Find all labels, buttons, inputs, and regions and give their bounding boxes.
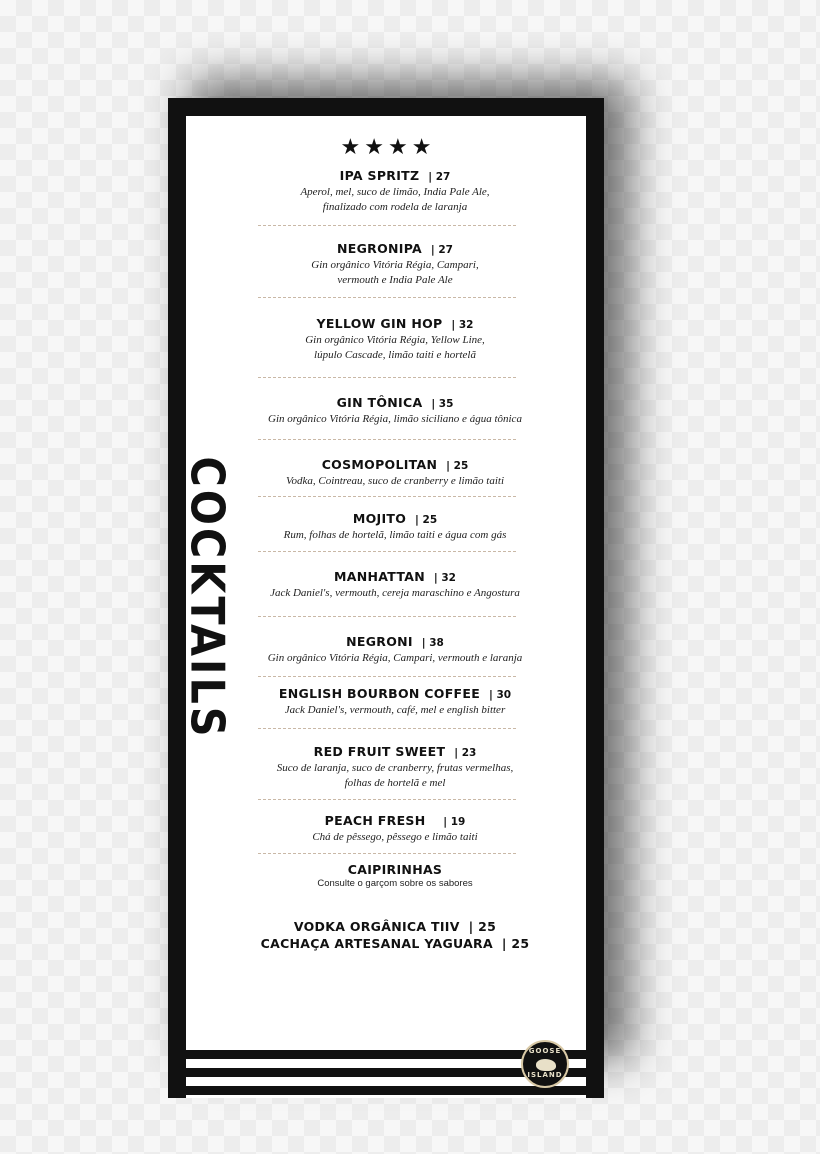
item-name: RED FRUIT SWEET	[313, 744, 446, 759]
caipirinhas-section	[240, 862, 550, 891]
item-desc: vermouth e India Pale Ale	[337, 274, 453, 286]
item-price: | 23	[454, 747, 477, 759]
divider	[258, 439, 516, 440]
divider	[258, 297, 516, 298]
menu-item	[240, 510, 550, 543]
item-desc: Gin orgânico Vitória Régia, Yellow Line,	[305, 334, 485, 346]
item-price: | 38	[421, 637, 444, 649]
side-title	[181, 456, 236, 740]
item-desc: Vodka, Cointreau, suco de cranberry e limão taiti	[285, 475, 505, 487]
menu-item	[240, 812, 550, 845]
extra-item	[240, 935, 550, 953]
menu-item	[240, 456, 550, 489]
item-name: PEACH FRESH	[324, 813, 426, 828]
extra-name: VODKA ORGÂNICA TIIV	[293, 919, 460, 934]
caipirinhas-title: CAIPIRINHAS	[347, 862, 443, 877]
item-price: | 27	[430, 244, 453, 256]
caipirinhas-desc: Consulte o garçom sobre os sabores	[317, 878, 473, 889]
menu-item	[240, 167, 550, 215]
divider	[258, 799, 516, 800]
logo-text-bottom: ISLAND	[527, 1071, 563, 1079]
extra-item	[240, 918, 550, 936]
divider	[258, 496, 516, 497]
goose-icon	[536, 1059, 556, 1071]
item-price: | 30	[488, 689, 512, 701]
item-desc: Chá de pêssego, pêssego e limão taiti	[312, 831, 478, 843]
item-desc: Gin orgânico Vitória Régia, limão siciliano e água tônica	[268, 413, 522, 425]
menu-item	[240, 633, 550, 666]
item-desc: finalizado com rodela de laranja	[322, 201, 468, 213]
item-price: | 25	[415, 514, 438, 526]
divider	[258, 853, 516, 854]
divider	[258, 551, 516, 552]
item-name: IPA SPRITZ	[339, 168, 420, 183]
item-price: | 32	[451, 319, 474, 331]
menu-item	[240, 743, 550, 791]
divider	[258, 377, 516, 378]
item-desc: Gin orgânico Vitória Régia, Campari, vermouth e laranja	[267, 652, 523, 664]
item-name: GIN TÔNICA	[336, 395, 423, 410]
item-name: MOJITO	[352, 511, 407, 526]
item-desc: Jack Daniel's, vermouth, café, mel e english bitter	[284, 704, 506, 716]
item-name: ENGLISH BOURBON COFFEE	[278, 686, 481, 701]
item-desc: folhas de hortelã e mel	[344, 777, 446, 789]
item-desc: Suco de laranja, suco de cranberry, frutas vermelhas,	[276, 762, 514, 774]
divider	[258, 728, 516, 729]
menu-item	[240, 240, 550, 288]
menu-item	[240, 315, 550, 363]
item-desc: Jack Daniel's, vermouth, cereja maraschino e Angostura	[270, 587, 520, 599]
side-title-text: COCKTAILS	[181, 456, 236, 740]
logo-text-top: GOOSE	[528, 1047, 562, 1055]
item-name: NEGRONIPA	[336, 241, 422, 256]
menu-item	[240, 685, 550, 718]
extra-price: | 25	[501, 936, 530, 951]
menu-item	[240, 394, 550, 427]
divider	[258, 616, 516, 617]
item-price: | 35	[431, 398, 454, 410]
footer-stripe	[186, 1086, 586, 1095]
item-price: | 25	[446, 460, 469, 472]
divider	[258, 225, 516, 226]
item-desc: lúpulo Cascade, limão taiti e hortelã	[314, 349, 476, 361]
item-name: YELLOW GIN HOP	[316, 316, 443, 331]
item-name: NEGRONI	[346, 634, 413, 649]
item-price: | 19	[443, 816, 466, 828]
item-desc: Rum, folhas de hortelã, limão taiti e água com gás	[283, 529, 507, 541]
item-desc: Gin orgânico Vitória Régia, Campari,	[311, 259, 479, 271]
item-name: MANHATTAN	[334, 569, 425, 584]
goose-island-logo	[521, 1040, 569, 1088]
divider	[258, 676, 516, 677]
extra-name: CACHAÇA ARTESANAL YAGUARA	[260, 936, 493, 951]
extra-price: | 25	[468, 919, 497, 934]
item-desc: Aperol, mel, suco de limão, India Pale Ale,	[300, 186, 490, 198]
item-price: | 27	[428, 171, 451, 183]
stars-decoration: ★★★★	[340, 134, 436, 159]
item-price: | 32	[433, 572, 456, 584]
menu-item	[240, 568, 550, 601]
item-name: COSMOPOLITAN	[321, 457, 438, 472]
